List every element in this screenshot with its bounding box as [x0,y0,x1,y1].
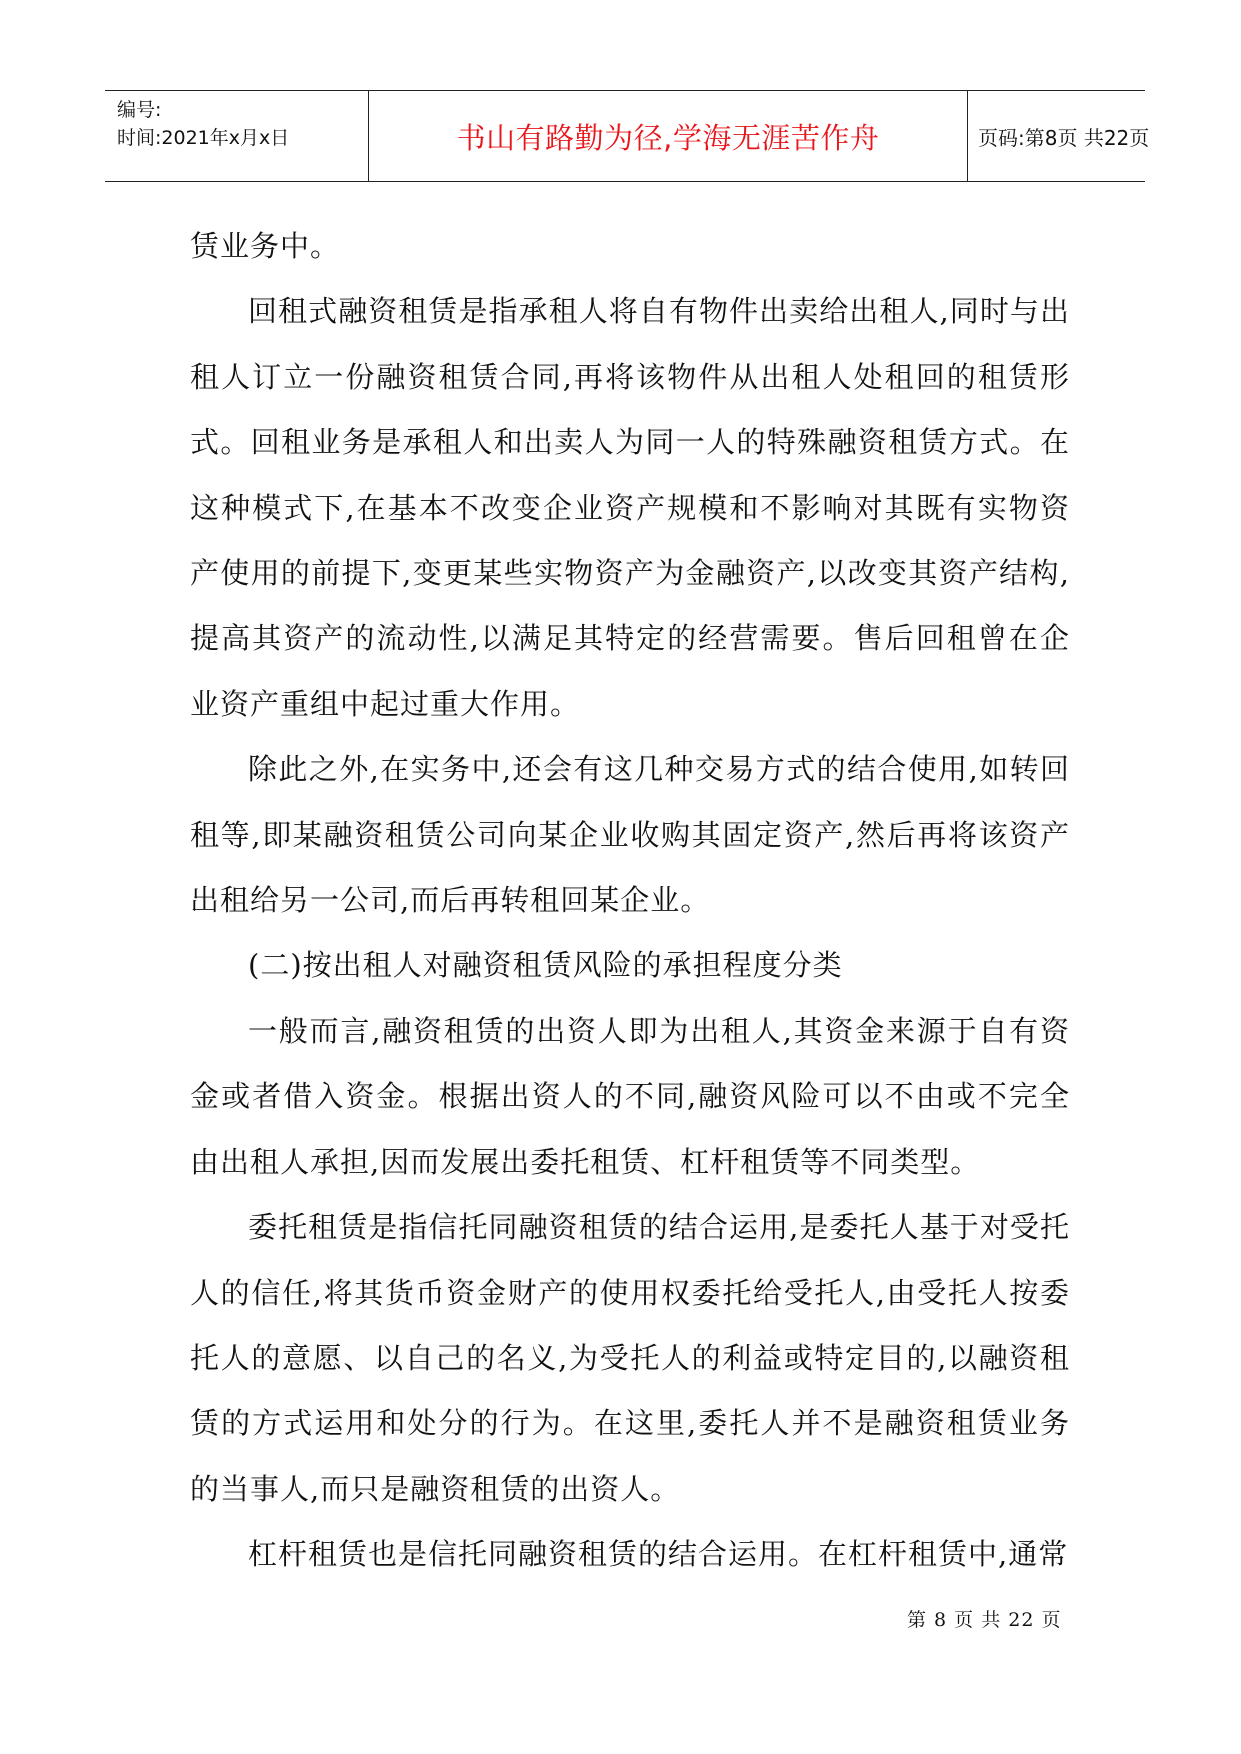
document-time-label: 时间:2021年x月x日 [117,127,290,149]
paragraph-entrusted-leasing: 委托租赁是指信托同融资租赁的结合运用,是委托人基于对受托人的信任,将其货币资金财产的使用权委托给受托人,由受托人按委托人的意愿、以自己的名义,为受托人的利益或特定目的,以融资租赁的方式运用和处分的行为。在这里,委托人并不是融资租赁业务的当事人,而只是融资租赁的出资人。 [190,1210,1070,1506]
paragraph-funding-sources: 一般而言,融资租赁的出资人即为出租人,其资金来源于自有资金或者借入资金。根据出资人的不同,融资风险可以不由或不完全由出租人承担,因而发展出委托租赁、杠杆租赁等不同类型。 [190,1013,1070,1179]
paragraph-leaseback: 回租式融资租赁是指承租人将自有物件出卖给出租人,同时与出租人订立一份融资租赁合同,再将该物件从出租人处租回的租赁形式。回租业务是承租人和出卖人为同一人的特殊融资租赁方式。在这种模式下,在基本不改变企业资产规模和不影响对其既有实物资产使用的前提下,变更某些实物资产为金融资产,以改变其资产结构,提高其资产的流动性,以满足其特定的经营需要。售后回租曾在企业资产重组中起过重大作用。 [190,294,1070,721]
section-heading: (二)按出租人对融资租赁风险的承担程度分类 [248,948,843,983]
header-motto-cell [369,91,968,181]
paragraph-combined-methods: 除此之外,在实务中,还会有这几种交易方式的结合使用,如转回租等,即某融资租赁公司向某企业收购其固定资产,然后再将该资产出租给另一公司,而后再转租回某企业。 [190,752,1070,918]
document-body [190,214,1070,1588]
document-header [105,90,1150,182]
header-page-code: 页码:第8页 共22页 [978,125,1150,150]
header-meta-cell [105,91,369,181]
paragraph-leveraged-leasing: 杠杆租赁也是信托同融资租赁的结合运用。在杠杆租赁中,通常 [248,1537,1069,1572]
page-footer: 第 8 页 共 22 页 [907,1609,1062,1631]
header-motto: 书山有路勤为径,学海无涯苦作舟 [456,120,880,155]
paragraph-continuation: 赁业务中。 [190,229,341,263]
header-page-cell [968,91,1150,181]
document-number-label: 编号: [117,99,162,121]
